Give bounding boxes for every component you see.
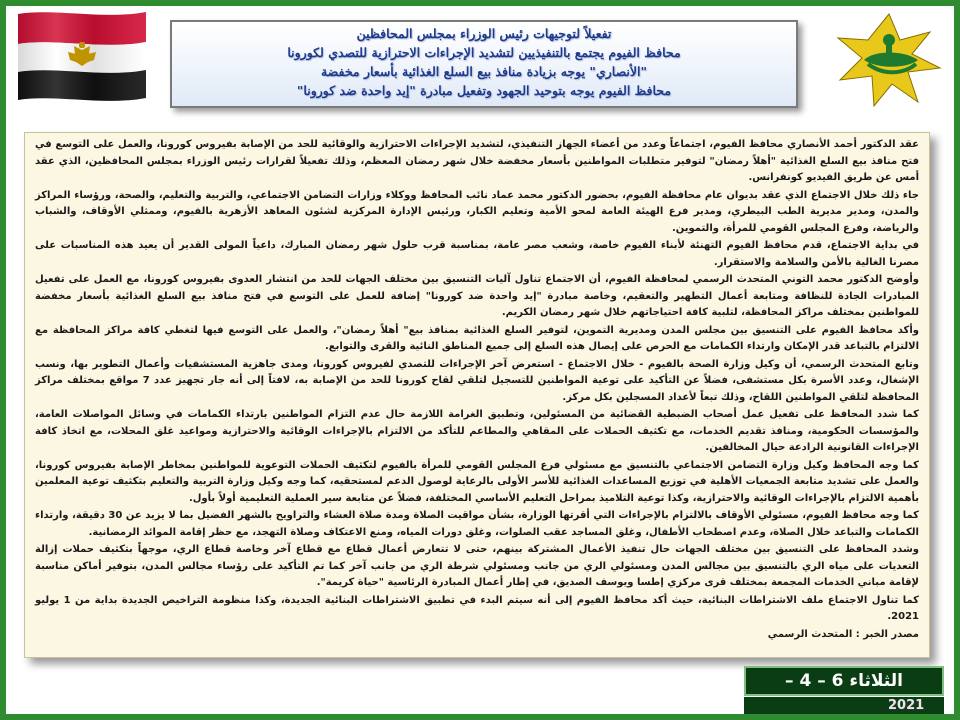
article-source: مصدر الخبر : المتحدث الرسمي (767, 628, 919, 640)
headline-line-1: تفعيلاً لتوجيهات رئيس الوزراء بمجلس المحافظين (356, 26, 612, 41)
page-frame-bottom (0, 714, 960, 720)
headline-line-4: محافظ الفيوم يوجه بتوحيد الجهود وتفعيل مبادرة "إيد واحدة ضد كورونا" (296, 83, 672, 98)
article-paragraph: كما تناول الاجتماع ملف الاشتراطات البنائية، حيث أكد محافظ الفيوم إلى أنه سيتم البدء في تطبيق الاشتراطات البنائية الجديدة، وكذا منظومة التراخيص الجديدة بداية من 1 يوليو 2021. (35, 594, 919, 622)
article-paragraph: كما شدد المحافظ على تفعيل عمل أصحاب الضبطية القضائية من المسئولين، وتطبيق الغرامة اللازمة حال عدم التزام المواطنين بارتداء الكمامات في وسائل المواصلات العامة، والمؤسسات الحكومية، ومنافذ تقديم الخدمات، مع تكثيف الحملات على المقاهي والمطاعم للتأكد من الالتزام بالإجراءات الوقائية والاحترازية ومواعيد غلق المحلات، مع اتخاذ كافة الإجراءات القانونية الرادعة حيال المخالفين. (35, 409, 919, 453)
article-body (24, 132, 930, 658)
article-paragraph: جاء ذلك خلال الاجتماع الذي عقد بديوان عام محافظة الفيوم، بحضور الدكتور محمد عماد نائب المحافظ ووكلاء وزارات التضامن الاجتماعي، والتربية والتعليم، والصحة، ورؤساء المراكز والمدن، ومدير مديرية الطب البيطري، ومدير فرع الهيئة العامة لمحو الأمية وتعليم الكبار، ورئيس الإدارة المركزية لشئون المعاهد الأزهرية بالفيوم، وممثلي الأوقاف، والشباب والرياضة، وفرع المجلس القومي للمرأة، والتموين. (35, 189, 919, 234)
page-frame-top (0, 0, 960, 6)
article-paragraph: كما وجه المحافظ وكيل وزارة التضامن الاجتماعي بالتنسيق مع مسئولي فرع المجلس القومي للمرأة بالفيوم لتكثيف الحملات التوعوية للمواطنين بمخاطر الإصابة بفيروس كورونا، والعمل على تشديد متابعة الجمعيات الأهلية في توزيع المساعدات الغذائية للأسر الأولى بالرعاية لوصول الدعم لمستحقيه، كما وجه وكيل وزارة التربية والتعليم بتكثيف توعية المعلمين بأهمية الالتزام بالإجراءات الوقائية والاحترازية، وكذا توعية التلاميذ بمراحل التعليم الأساسي المختلفة، فضلاً عن متابعة سير العملية التعليمية أولاً بأول. (35, 459, 919, 504)
article-paragraph: وتابع المتحدث الرسمي، أن وكيل وزارة الصحة بالفيوم - خلال الاجتماع - استعرض آخر الإجراءات للتصدي لفيروس كورونا، ومدى جاهزية المستشفيات وأعمال التطوير بها، ونسب الإشغال، وعدد الأسرة بكل مستشفى، فضلاً عن التأكيد على توعية المواطنين للتسجيل لتلقي لقاح كورونا للحد من الإصابة به، لافتاً إلى أنه جار تجهيز عدد 7 مواقع بمختلف مراكز المحافظة لتلقي المواطنين اللقاح، وذلك تبعاً لأعداد المسجلين بكل مركز. (35, 358, 919, 403)
date-year: 2021 (888, 698, 925, 713)
article-paragraph: وأوضح الدكتور محمد التوني المتحدث الرسمي لمحافظة الفيوم، أن الاجتماع تناول آليات التنسيق بين مختلف الجهات للحد من انتشار العدوى بفيروس كورونا، مع العمل على تفعيل المبادرات الجادة للنظافة ومتابعة أعمال التطهير والتعقيم، وخاصة مبادرة "إيد واحدة ضد كورونا" إضافة للعمل على التوسع في فتح منافذ بيع السلع الغذائية بأسعار مخفضة للمواطنين بمختلف مراكز المحافظة، لتلبية كافة احتياجاتهم خلال شهر رمضان الكريم. (35, 274, 919, 318)
fayoum-governorate-logo (834, 10, 944, 110)
page-frame-right (954, 0, 960, 720)
article-paragraph: وأكد محافظ الفيوم على التنسيق بين مجلس المدن ومديرية التموين، لتوفير السلع الغذائية بمنافذ بيع" أهلاً رمضان"، والعمل على التوسع فيها لتغطي كافة مراكز المحافظة مع الالتزام بالتباعد قدر الإمكان وارتداء الكمامات مع الحرص على إيصال هذه السلع إلى جميع المناطق النائية والقرى والتوابع. (35, 324, 919, 352)
page-frame-left (0, 0, 6, 720)
article-paragraph: في بداية الاجتماع، قدم محافظ الفيوم التهنئة لأبناء الفيوم خاصة، وشعب مصر عامة، بمناسبة قرب حلول شهر رمضان المبارك، داعياً المولى القدير أن يعيد هذه المناسبات على مصرنا الغالية بالأمن والسلامة والاستقرار. (35, 240, 919, 268)
article-paragraph: عقد الدكتور أحمد الأنصاري محافظ الفيوم، اجتماعاً وعدد من أعضاء الجهاز التنفيذي، لتشديد الإجراءات الاحترازية والوقائية للحد من الإصابة بفيروس كورونا، والعمل على التوسع في فتح منافذ بيع السلع الغذائية "أهلاً رمضان" لتوفير متطلبات المواطنين بأسعار مخفضة خلال شهر رمضان المعظم، وذلك تفعيلاً لقرارات رئيس الوزراء بمجلس المحافظين، الذي عقد أمس عن طريق الفيديو كونفرانس. (35, 139, 919, 183)
article-paragraph: وشدد المحافظ على التنسيق بين مختلف الجهات حال تنفيذ الأعمال المشتركة بينهم، حتى لا تتعارض أعمال قطاع مع قطاع آخر وخاصة قطاع الري، موجهاً بتكثيف حملات إزالة التعديات على مياه الري بالتنسيق بين مجالس المدن ومسئولي الري من جانب ومسئولي شرطة الري من جانب آخر كما تم التأكيد على رؤساء مجالس المدن، بتوفير أماكن مناسبة لإقامة مباني الخدمات المجمعة بمختلف قرى مركزي إطسا ويوسف الصديق، في إطار أعمال المبادرة الرئاسية "حياة كريمة". (35, 544, 919, 588)
headline-box (170, 20, 798, 108)
article-paragraph: كما وجه محافظ الفيوم، مسئولي الأوقاف بالالتزام بالإجراءات التي أقرتها الوزارة، بشأن مواقيت الصلاة ومدة صلاة العشاء والتراويح بالشهر الفضيل بما لا يزيد عن 30 دقيقة، وارتداء الكمامات والتباعد خلال الصلاة، وعدم اصطحاب الأطفال، وغلق المساجد عقب الصلوات، وغلق دورات المياه، ومنع الاعتكاف وصلاة التهجد، مع حظر إقامة الموائد الرمضانية. (35, 510, 919, 538)
date-badge: الثلاثاء 6 – 4 – (744, 666, 944, 696)
headline-line-3: "الأنصاري" يوجه بزيادة منافذ بيع السلع الغذائية بأسعار مخفضة (320, 64, 648, 79)
egypt-flag-icon (14, 8, 150, 104)
headline-line-2: محافظ الفيوم يجتمع بالتنفيذيين لتشديد الإجراءات الاحترازية للتصدي لكورونا (287, 45, 681, 60)
